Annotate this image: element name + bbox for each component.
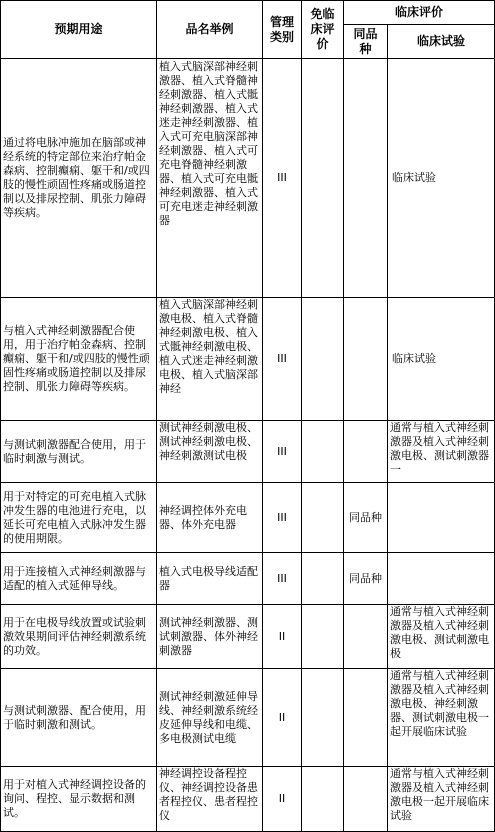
row-clinical-trial: 通常与植入式神经刺激器及植入式神经刺激电极一起开展临床试验 (390, 767, 489, 822)
grid-line (156, 0, 157, 832)
row-product-examples: 神经调控设备程控仪、神经调控设备患者程控仪、患者程控仪 (159, 767, 258, 822)
row-management-class: II (278, 710, 286, 724)
header-clinical-trial: 临床试验 (416, 34, 465, 48)
header-usage: 预期用途 (54, 22, 103, 36)
row-management-class: III (277, 171, 287, 184)
grid-line (301, 0, 302, 832)
row-clinical-trial: 通常与植入式神经刺激器及植入式神经刺激电极、测试刺激电极 (390, 605, 489, 660)
row-usage: 用于在电极导线放置或试验刺激效果期间评估神经刺激系统的功效。 (3, 615, 146, 657)
row-product-examples: 测试神经刺激器、测试刺激器、体外神经刺激器 (159, 615, 258, 657)
row-clinical-trial (392, 483, 493, 552)
row-product-examples: 测试神经刺激延伸导线、神经刺激系统经皮延伸导线和电缆、多电极测试电缆 (159, 689, 258, 745)
row-same-kind (344, 605, 387, 668)
row-management-class: III (277, 444, 287, 458)
row-same-kind (344, 669, 387, 766)
row-usage: 与测试刺激器、配合使用，用于临时刺激和测试。 (3, 703, 146, 731)
row-same-kind (344, 767, 387, 831)
row-management-class: III (277, 571, 287, 585)
row-same-kind: 同品种 (349, 571, 382, 585)
row-management-class: III (277, 352, 287, 365)
row-usage: 通过将电脉冲施加在脑部或神经系统的特定部位来治疗帕金森病、控制癫痫、躯干和/或四肢的慢性顽固性疼痛或肠道控制以及排尿控制、肌张力障碍等疾病。 (3, 136, 150, 219)
row-product-examples: 植入式电极导线适配器 (159, 564, 258, 592)
row-management-class: III (277, 510, 287, 524)
row-clinical-trial: 通常与植入式神经刺激器及植入式神经刺激电极、测试刺激器一 (390, 421, 489, 476)
header-clinical-eval: 临床评价 (394, 5, 443, 19)
row-product-examples: 植入式脑深部神经刺激器、植入式脊髓神经刺激器、植入式骶神经刺激器、植入式迷走神经刺激器、植入式可充电脑深部神经刺激器、植入式可充电脊髓神经刺激器、植入式可充电骶神经刺激器、植入式可充电迷走神经刺激器 (159, 60, 258, 227)
row-same-kind: 同品种 (349, 510, 382, 524)
header-same-kind: 同品种 (353, 26, 378, 56)
row-clinical-trial: 临床试验 (392, 171, 436, 184)
grid-line (0, 0, 1, 832)
row-management-class: II (278, 792, 286, 805)
row-product-examples: 测试神经刺激电极、测试神经刺激电极、神经刺激测试电极 (159, 421, 258, 462)
row-management-class: II (278, 629, 286, 643)
header-management-class: 管理类别 (269, 14, 294, 44)
row-same-kind (344, 421, 387, 482)
row-same-kind (344, 298, 387, 420)
header-exempt-clinical: 免临床评价 (310, 7, 335, 51)
row-clinical-trial (392, 553, 493, 604)
row-usage: 用于对植入式神经调控设备的询问、程控、显示数据和测试。 (3, 778, 146, 819)
row-product-examples: 神经调控体外充电器、体外充电器 (159, 503, 247, 531)
row-product-examples: 植入式脑深部神经刺激电极、植入式脊髓神经刺激电极、植入式骶神经刺激电极、植入式迷走神经刺激电极、植入式脑深部神经 (159, 298, 258, 395)
row-same-kind (344, 59, 387, 297)
header-product-examples: 品名举例 (185, 22, 234, 36)
row-usage: 与测试刺激器配合使用，用于临时刺激与测试。 (3, 437, 146, 465)
row-usage: 与植入式神经刺激器配合使用，用于治疗帕金森病、控制癫痫、躯干和/或四肢的慢性顽固性疼痛或肠道控制以及排尿控制、肌张力障碍等疾病。 (3, 324, 150, 393)
grid-line (387, 24, 388, 832)
row-clinical-trial: 临床试验 (392, 352, 436, 365)
row-usage: 用于对特定的可充电植入式脉冲发生器的电池进行充电，以延长可充电植入式脉冲发生器的使用期限。 (3, 489, 146, 545)
row-clinical-trial: 通常与植入式神经刺激器及植入式神经刺激电极、神经刺激器、测试刺激电极一起开展临床试验 (390, 669, 489, 738)
row-usage: 用于连接植入式神经刺激器与适配的植入式延伸导线。 (3, 564, 146, 592)
